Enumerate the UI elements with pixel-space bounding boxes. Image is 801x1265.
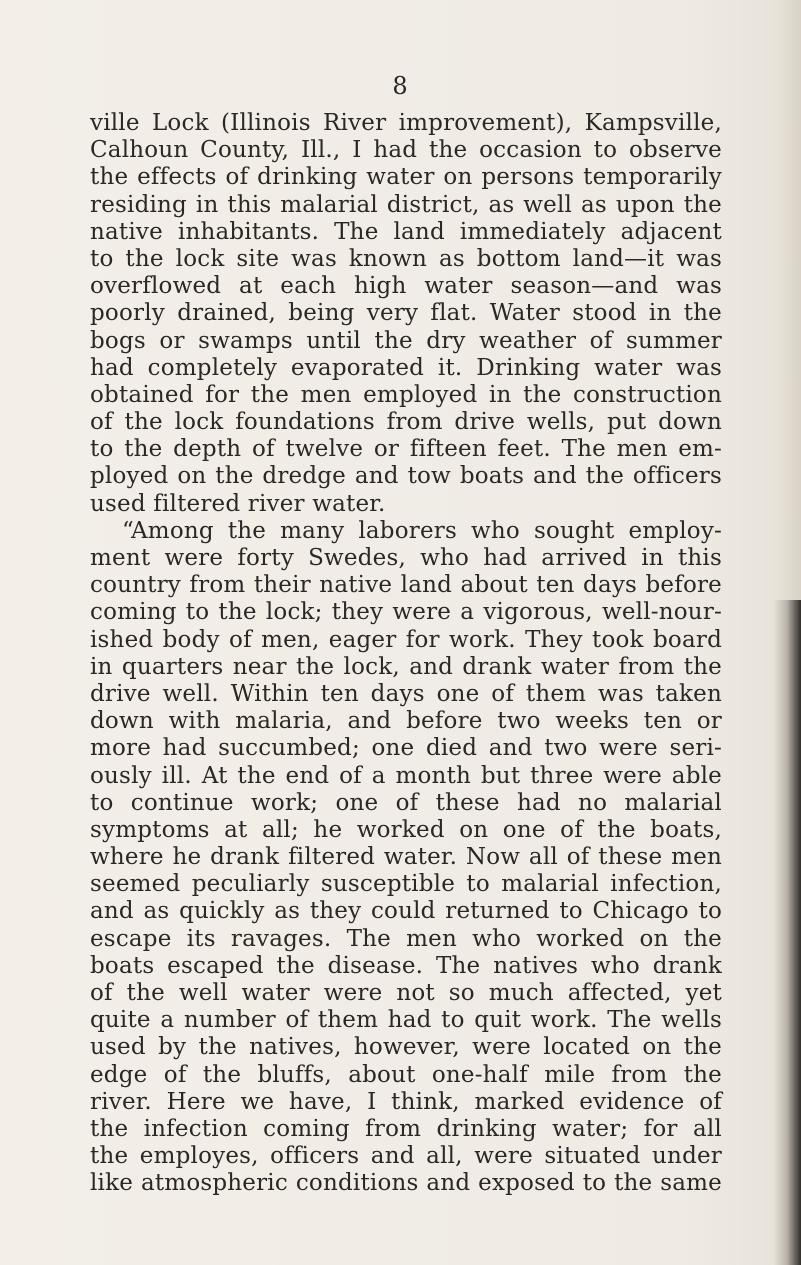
text-line: ville Lock (Illinois River improvement), Kampsville, [90, 110, 722, 136]
text-line: country from their native land about ten days before [90, 572, 722, 599]
text-line: drive well. Within ten days one of them was taken [90, 680, 722, 707]
body-text [90, 110, 722, 1198]
text-line: to continue work; one of these had no malarial [90, 789, 722, 816]
text-line: like atmospheric conditions and exposed to the same [90, 1170, 722, 1197]
text-line: bogs or swamps until the dry weather of summer [90, 327, 722, 354]
text-line: ished body of men, eager for work. They took board [90, 626, 722, 653]
text-line: “Among the many laborers who sought employ- [122, 517, 722, 544]
text-line: obtained for the men employed in the construction [90, 381, 722, 408]
text-line: of the well water were not so much affected, yet [90, 980, 722, 1006]
text-line: the employes, officers and all, were situated under [90, 1143, 722, 1170]
text-line: quite a number of them had to quit work. The wells [90, 1007, 722, 1034]
text-line: overflowed at each high water season—and was [90, 273, 722, 300]
text-line: in quarters near the lock, and drank water from the [90, 653, 722, 680]
text-line: symptoms at all; he worked on one of the boats, [90, 816, 722, 843]
page-edge-shadow [773, 600, 801, 1265]
text-line: native inhabitants. The land immediately adjacent [90, 218, 722, 245]
text-line: ment were forty Swedes, who had arrived in this [90, 545, 722, 571]
text-line: river. Here we have, I think, marked evidence of [90, 1088, 722, 1115]
text-line: used by the natives, however, were located on the [90, 1034, 722, 1061]
text-line: used filtered river water. [90, 490, 386, 517]
text-line: Calhoun County, Ill., I had the occasion to observe [90, 137, 722, 164]
text-line: where he drank filtered water. Now all of these men [90, 844, 722, 871]
text-line: ployed on the dredge and tow boats and the officers [90, 463, 722, 490]
text-line: ously ill. At the end of a month but three were able [90, 762, 722, 789]
page-number: 8 [392, 72, 409, 100]
text-line: and as quickly as they could returned to Chicago to [90, 898, 722, 925]
text-line: more had succumbed; one died and two were seri- [90, 735, 722, 762]
text-line: of the lock foundations from drive wells, put down [90, 409, 722, 436]
text-line: had completely evaporated it. Drinking water was [90, 354, 722, 381]
text-line: to the lock site was known as bottom land—it was [90, 245, 722, 272]
text-line: escape its ravages. The men who worked on the [90, 925, 722, 952]
text-line: coming to the lock; they were a vigorous, well-nour- [90, 599, 722, 626]
text-line: to the depth of twelve or fifteen feet. The men em- [90, 436, 722, 463]
text-line: the effects of drinking water on persons temporarily [90, 164, 722, 191]
text-line: the infection coming from drinking water; for all [90, 1115, 722, 1142]
text-line: boats escaped the disease. The natives who drank [90, 952, 722, 979]
text-line: down with malaria, and before two weeks ten or [90, 708, 722, 735]
text-line: edge of the bluffs, about one-half mile from the [90, 1061, 722, 1088]
text-line: residing in this malarial district, as well as upon the [90, 191, 722, 218]
text-line: poorly drained, being very flat. Water stood in the [90, 300, 722, 327]
text-line: seemed peculiarly susceptible to malarial infection, [90, 871, 722, 898]
